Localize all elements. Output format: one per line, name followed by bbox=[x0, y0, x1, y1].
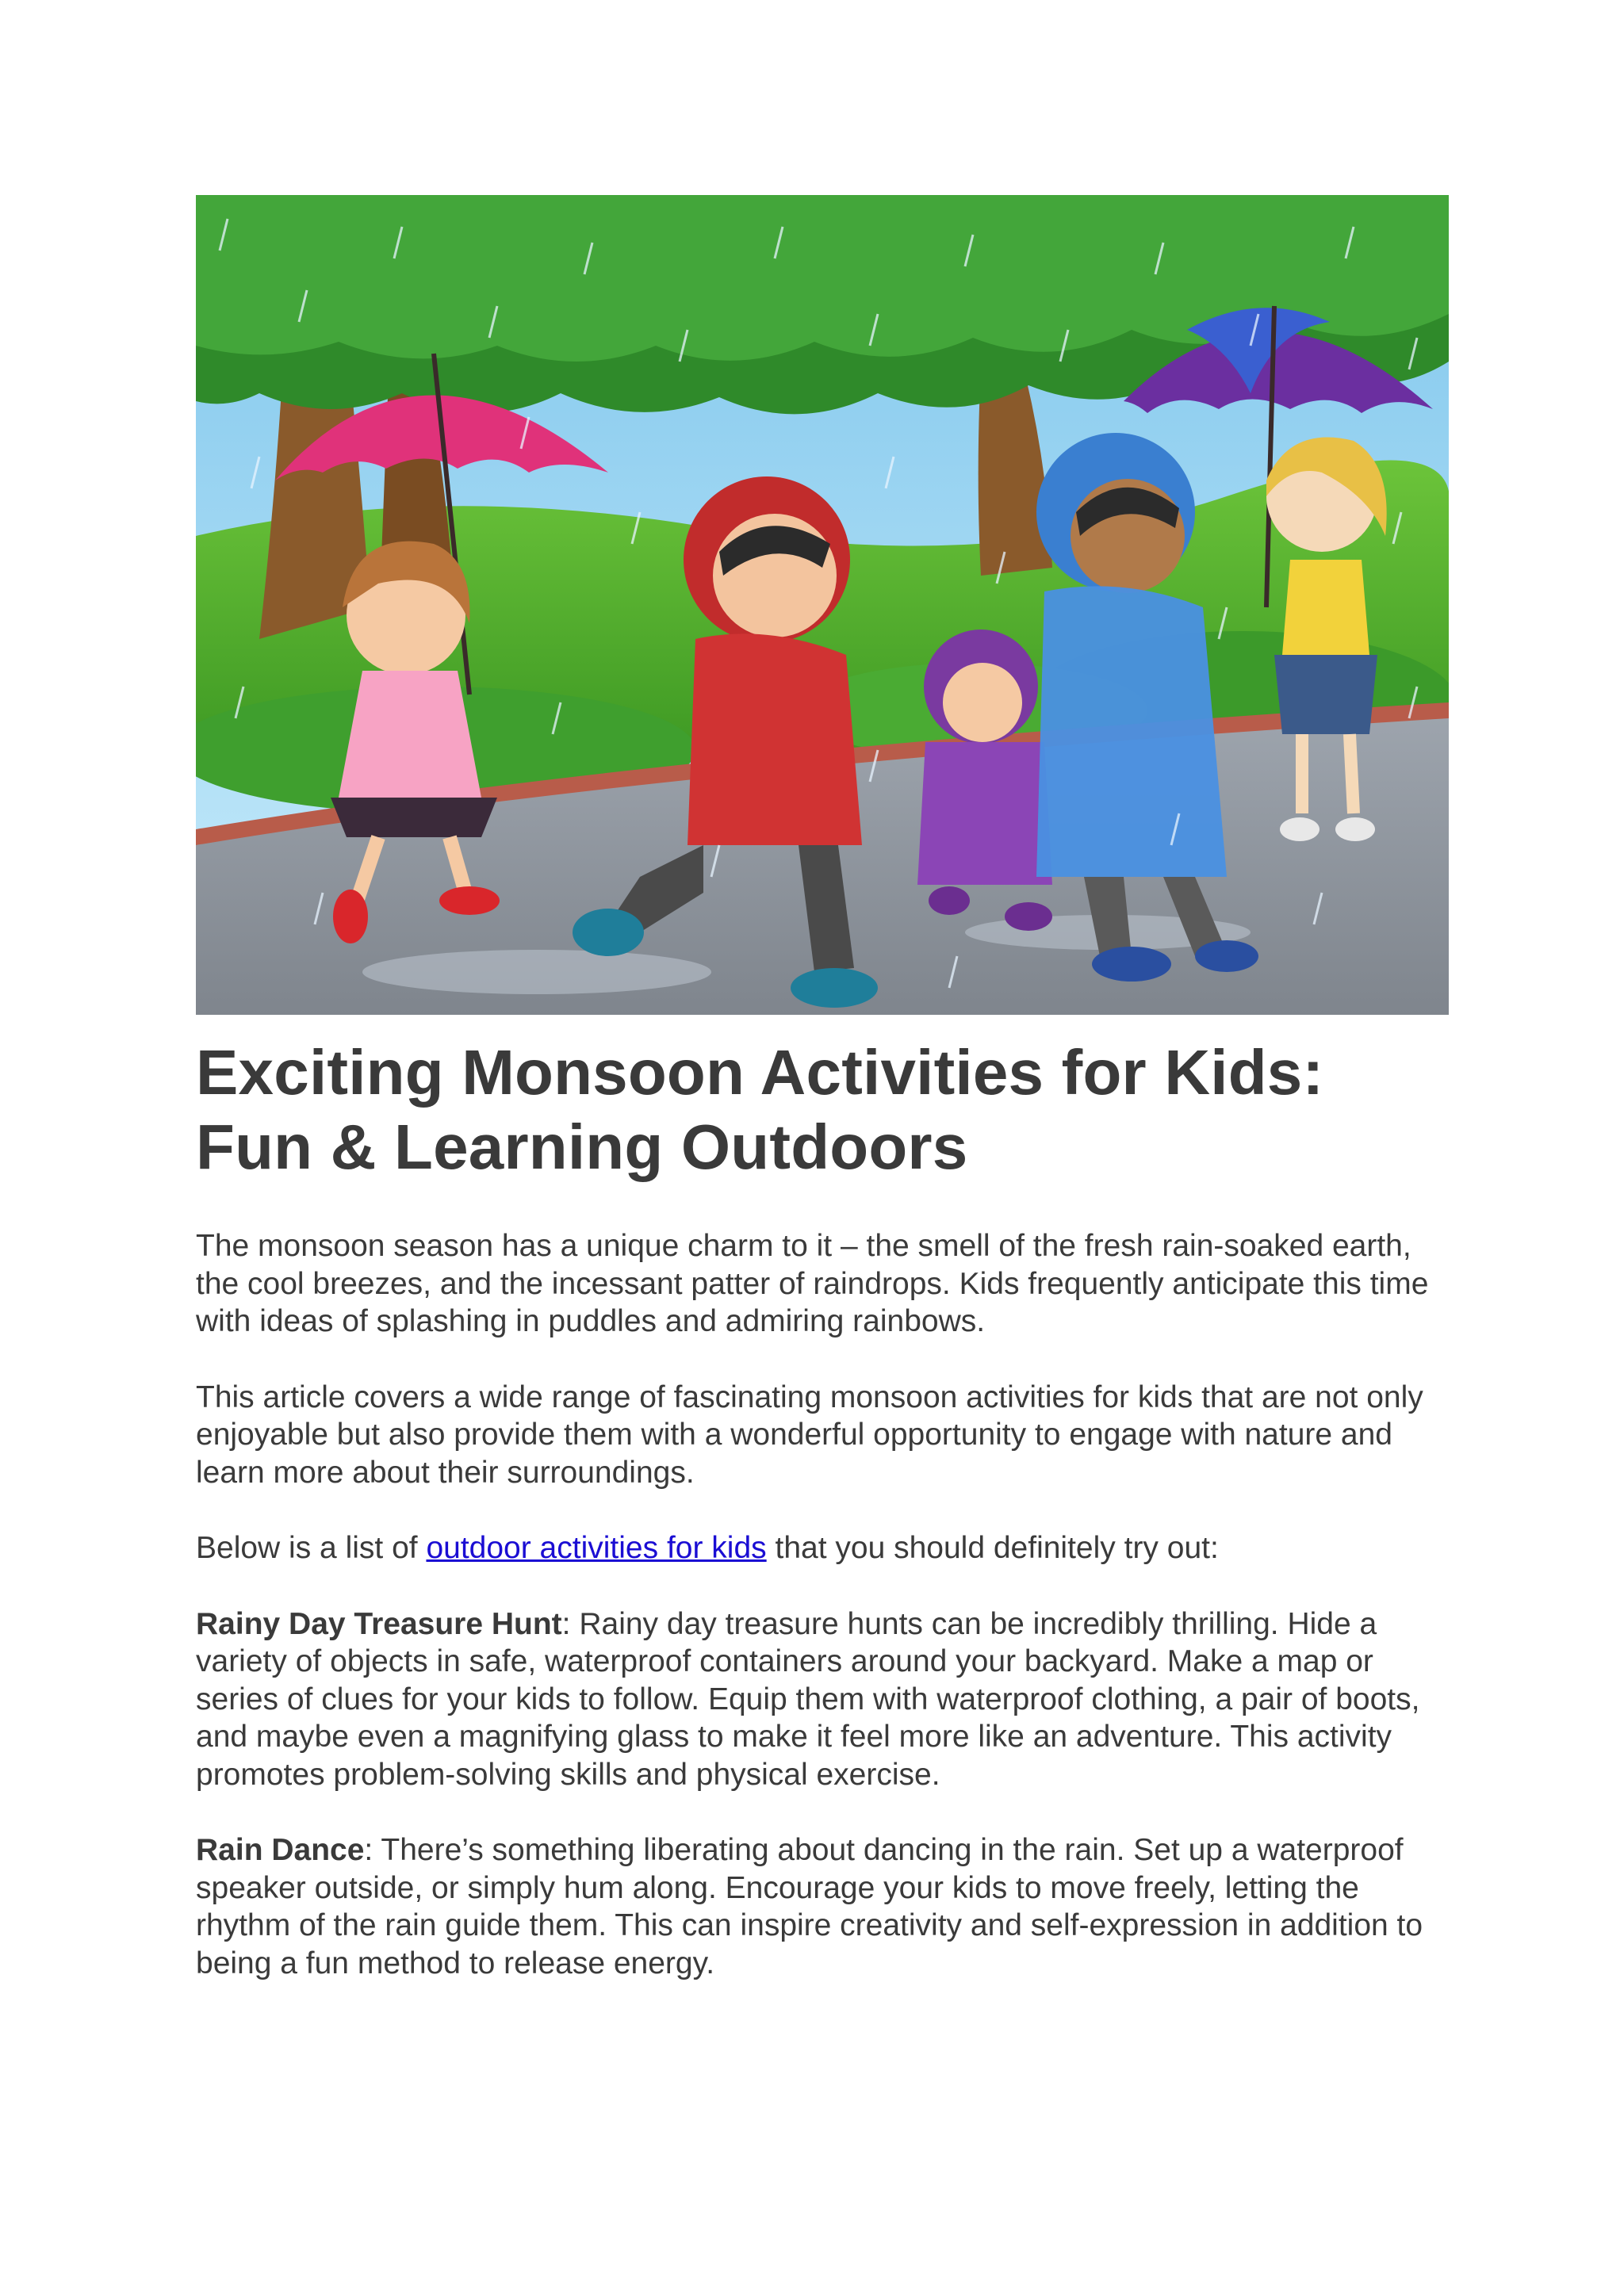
article-title: Exciting Monsoon Activities for Kids: Fun & Learning Outdoors bbox=[196, 1037, 1324, 1182]
list-intro-suffix: that you should definitely try out: bbox=[766, 1531, 1219, 1565]
treasure-hunt-heading: Rainy Day Treasure Hunt bbox=[196, 1606, 562, 1641]
rain-dance-text: : There’s something liberating about dancing in the rain. Set up a waterproof speaker outside, or simply hum along. Encourage your kids to move freely, letting the rhythm of the rain guide them. This can inspire creativity and self-expression in addition to being a fun method to release energy. bbox=[196, 1833, 1423, 1980]
article-body bbox=[196, 1227, 1449, 1982]
paragraph-intro: The monsoon season has a unique charm to it – the smell of the fresh rain-soaked earth, the cool breezes, and the incessant patter of raindrops. Kids frequently anticipate this time with ideas of splashing in puddles and admiring rainbows. bbox=[196, 1229, 1429, 1338]
hero-illustration bbox=[196, 195, 1449, 1015]
paragraph-overview: This article covers a wide range of fascinating monsoon activities for kids that are not only enjoyable but also provide them with a wonderful opportunity to engage with nature and learn more about their surroundings. bbox=[196, 1380, 1423, 1490]
paragraph-list-intro bbox=[196, 1529, 1449, 1567]
paragraph-treasure-hunt bbox=[196, 1605, 1449, 1794]
kids-in-rain-illustration-icon bbox=[196, 195, 1449, 1015]
list-intro-prefix: Below is a list of bbox=[196, 1531, 427, 1565]
article-page bbox=[196, 195, 1449, 2020]
outdoor-activities-link[interactable]: outdoor activities for kids bbox=[426, 1531, 767, 1565]
treasure-hunt-text: : Rainy day treasure hunts can be incredibly thrilling. Hide a variety of objects in safe, waterproof containers around your backyard. Make a map or series of clues for your kids to follow. Equip them with waterproof clothing, a pair of boots, and maybe even a magnifying glass to make it feel more like an adventure. This activity promotes problem-solving skills and physical exercise. bbox=[196, 1606, 1420, 1792]
rain-dance-heading: Rain Dance bbox=[196, 1833, 365, 1867]
paragraph-rain-dance bbox=[196, 1831, 1449, 1982]
